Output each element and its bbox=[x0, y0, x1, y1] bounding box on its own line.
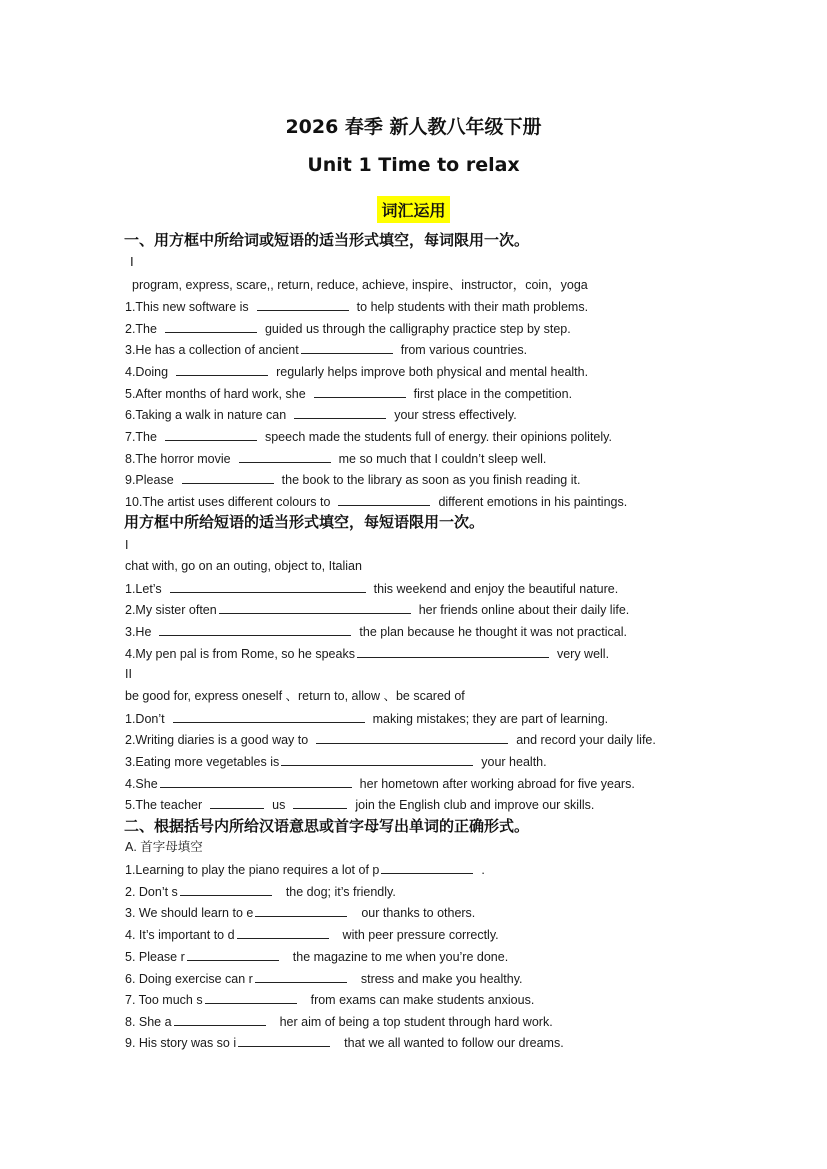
question-text: 2.Writing diaries is a good way to bbox=[125, 733, 309, 747]
question-text: 4.She bbox=[125, 777, 158, 791]
answer-blank[interactable] bbox=[357, 645, 549, 658]
question-text: 6. Doing exercise can r bbox=[125, 972, 253, 986]
question-text: different emotions in his paintings. bbox=[438, 495, 628, 509]
question-text: 10.The artist uses different colours to bbox=[125, 495, 331, 509]
question-text: your health. bbox=[481, 755, 547, 769]
part2-roman-1: I bbox=[125, 538, 129, 552]
question-text: with peer pressure correctly. bbox=[342, 928, 499, 942]
question-text: that we all wanted to follow our dreams. bbox=[344, 1036, 564, 1050]
answer-blank[interactable] bbox=[210, 796, 264, 809]
question bbox=[125, 623, 627, 640]
question-text: us bbox=[272, 798, 286, 812]
answer-blank[interactable] bbox=[301, 341, 393, 354]
question-text: 7.The bbox=[125, 430, 157, 444]
question bbox=[125, 1034, 564, 1051]
part3-heading: 二、根据括号内所给汉语意思或首字母写出单词的正确形式。 bbox=[124, 817, 530, 835]
question bbox=[125, 731, 656, 748]
answer-blank[interactable] bbox=[316, 731, 508, 744]
question-text: the book to the library as soon as you finish reading it. bbox=[281, 473, 581, 487]
question bbox=[125, 970, 523, 987]
answer-blank[interactable] bbox=[237, 926, 329, 939]
document-title: 2026 春季 新人教八年级下册 bbox=[285, 116, 542, 138]
question bbox=[125, 363, 588, 380]
question-text: your stress effectively. bbox=[394, 408, 517, 422]
question-text: 9.Please bbox=[125, 473, 174, 487]
answer-blank[interactable] bbox=[294, 406, 386, 419]
answer-blank[interactable] bbox=[165, 428, 257, 441]
question-text: making mistakes; they are part of learning. bbox=[372, 712, 609, 726]
answer-blank[interactable] bbox=[255, 970, 347, 983]
part2-heading: 用方框中所给短语的适当形式填空，每短语限用一次。 bbox=[124, 513, 485, 531]
question-text: from various countries. bbox=[400, 343, 528, 357]
question bbox=[125, 580, 618, 597]
question-text: her hometown after working abroad for five years. bbox=[359, 777, 635, 791]
answer-blank[interactable] bbox=[338, 493, 430, 506]
question-text: 1.Don’t bbox=[125, 712, 165, 726]
answer-blank[interactable] bbox=[173, 710, 365, 723]
question-text: 2.My sister often bbox=[125, 603, 217, 617]
question bbox=[125, 753, 547, 770]
question-text: 8.The horror movie bbox=[125, 452, 231, 466]
question bbox=[125, 796, 594, 813]
question bbox=[125, 775, 635, 792]
part1-heading: 一、用方框中所给词或短语的适当形式填空，每词限用一次。 bbox=[124, 231, 530, 249]
question-text: 4. It’s important to d bbox=[125, 928, 235, 942]
question bbox=[125, 926, 499, 943]
answer-blank[interactable] bbox=[255, 904, 347, 917]
question bbox=[125, 883, 396, 900]
question-text: 3.He has a collection of ancient bbox=[125, 343, 299, 357]
question-text: from exams can make students anxious. bbox=[310, 993, 535, 1007]
answer-blank[interactable] bbox=[159, 623, 351, 636]
part1-word-box: program, express, scare,, return, reduce, achieve, inspire、instructor，coin，yoga bbox=[132, 278, 588, 292]
question-text: 2. Don’t s bbox=[125, 885, 178, 899]
question-text: 8. She a bbox=[125, 1015, 172, 1029]
answer-blank[interactable] bbox=[176, 363, 268, 376]
answer-blank[interactable] bbox=[170, 580, 366, 593]
question bbox=[125, 904, 475, 921]
unit-title: Unit 1 Time to relax bbox=[307, 154, 520, 176]
question-text: 5.After months of hard work, she bbox=[125, 387, 306, 401]
question-text: guided us through the calligraphy practice step by step. bbox=[264, 322, 571, 336]
question bbox=[125, 645, 609, 662]
question-text: her friends online about their daily life. bbox=[418, 603, 630, 617]
answer-blank[interactable] bbox=[314, 385, 406, 398]
question-text: and record your daily life. bbox=[516, 733, 656, 747]
answer-blank[interactable] bbox=[174, 1013, 266, 1026]
question bbox=[125, 320, 571, 337]
highlighted-section-label: 词汇运用 bbox=[377, 196, 449, 223]
question-text: 1.Learning to play the piano requires a lot of p bbox=[125, 863, 380, 877]
question bbox=[125, 493, 627, 510]
question-text: very well. bbox=[556, 647, 610, 661]
answer-blank[interactable] bbox=[205, 991, 297, 1004]
question-text: our thanks to others. bbox=[361, 906, 476, 920]
question-text: stress and make you healthy. bbox=[360, 972, 523, 986]
answer-blank[interactable] bbox=[257, 298, 349, 311]
answer-blank[interactable] bbox=[281, 753, 473, 766]
question bbox=[125, 385, 572, 402]
question bbox=[125, 428, 612, 445]
answer-blank[interactable] bbox=[293, 796, 347, 809]
question-text: the magazine to me when you’re done. bbox=[292, 950, 509, 964]
question-text: the dog; it’s friendly. bbox=[285, 885, 396, 899]
question-text: regularly helps improve both physical and mental health. bbox=[276, 365, 589, 379]
question-text: 4.My pen pal is from Rome, so he speaks bbox=[125, 647, 355, 661]
answer-blank[interactable] bbox=[182, 471, 274, 484]
question bbox=[125, 450, 546, 467]
answer-blank[interactable] bbox=[165, 320, 257, 333]
question bbox=[125, 341, 527, 358]
question-text: speech made the students full of energy. their opinions politely. bbox=[264, 430, 612, 444]
answer-blank[interactable] bbox=[239, 450, 331, 463]
question bbox=[125, 1013, 553, 1030]
part2-phrase-box-1: chat with, go on an outing, object to, Italian bbox=[125, 559, 362, 573]
question-text: . bbox=[481, 863, 485, 877]
question-text: 1.This new software is bbox=[125, 300, 249, 314]
question-text: 1.Let’s bbox=[125, 582, 162, 596]
question-text: me so much that I couldn’t sleep well. bbox=[338, 452, 547, 466]
question bbox=[125, 861, 485, 878]
question-text: 3.He bbox=[125, 625, 152, 639]
question-text: 7. Too much s bbox=[125, 993, 203, 1007]
question-text: 9. His story was so i bbox=[125, 1036, 237, 1050]
part2-phrase-box-2: be good for, express oneself 、return to, allow 、be scared of bbox=[125, 689, 465, 703]
question-text: to help students with their math problems. bbox=[356, 300, 589, 314]
question-text: first place in the competition. bbox=[413, 387, 573, 401]
question bbox=[125, 948, 508, 965]
question bbox=[125, 298, 588, 315]
answer-blank[interactable] bbox=[219, 601, 411, 614]
part3-subheading: A. 首字母填空 bbox=[125, 840, 203, 854]
question-text: her aim of being a top student through hard work. bbox=[279, 1015, 553, 1029]
answer-blank[interactable] bbox=[238, 1034, 330, 1047]
question-text: 3. We should learn to e bbox=[125, 906, 254, 920]
question-text: join the English club and improve our skills. bbox=[355, 798, 595, 812]
question-text: this weekend and enjoy the beautiful nature. bbox=[373, 582, 619, 596]
part2-roman-2: II bbox=[125, 667, 132, 681]
question bbox=[125, 991, 534, 1008]
question bbox=[125, 601, 629, 618]
question-text: the plan because he thought it was not practical. bbox=[359, 625, 627, 639]
question bbox=[125, 471, 580, 488]
question bbox=[125, 406, 517, 423]
part1-roman: Ⅰ bbox=[130, 255, 134, 269]
question-text: 2.The bbox=[125, 322, 157, 336]
question-text: 5. Please r bbox=[125, 950, 185, 964]
question-text: 5.The teacher bbox=[125, 798, 203, 812]
question-text: 6.Taking a walk in nature can bbox=[125, 408, 287, 422]
answer-blank[interactable] bbox=[180, 883, 272, 896]
question-text: 4.Doing bbox=[125, 365, 169, 379]
answer-blank[interactable] bbox=[160, 775, 352, 788]
question bbox=[125, 710, 608, 727]
question-text: 3.Eating more vegetables is bbox=[125, 755, 280, 769]
section-label-wrap bbox=[0, 196, 827, 223]
answer-blank[interactable] bbox=[187, 948, 279, 961]
answer-blank[interactable] bbox=[381, 861, 473, 874]
